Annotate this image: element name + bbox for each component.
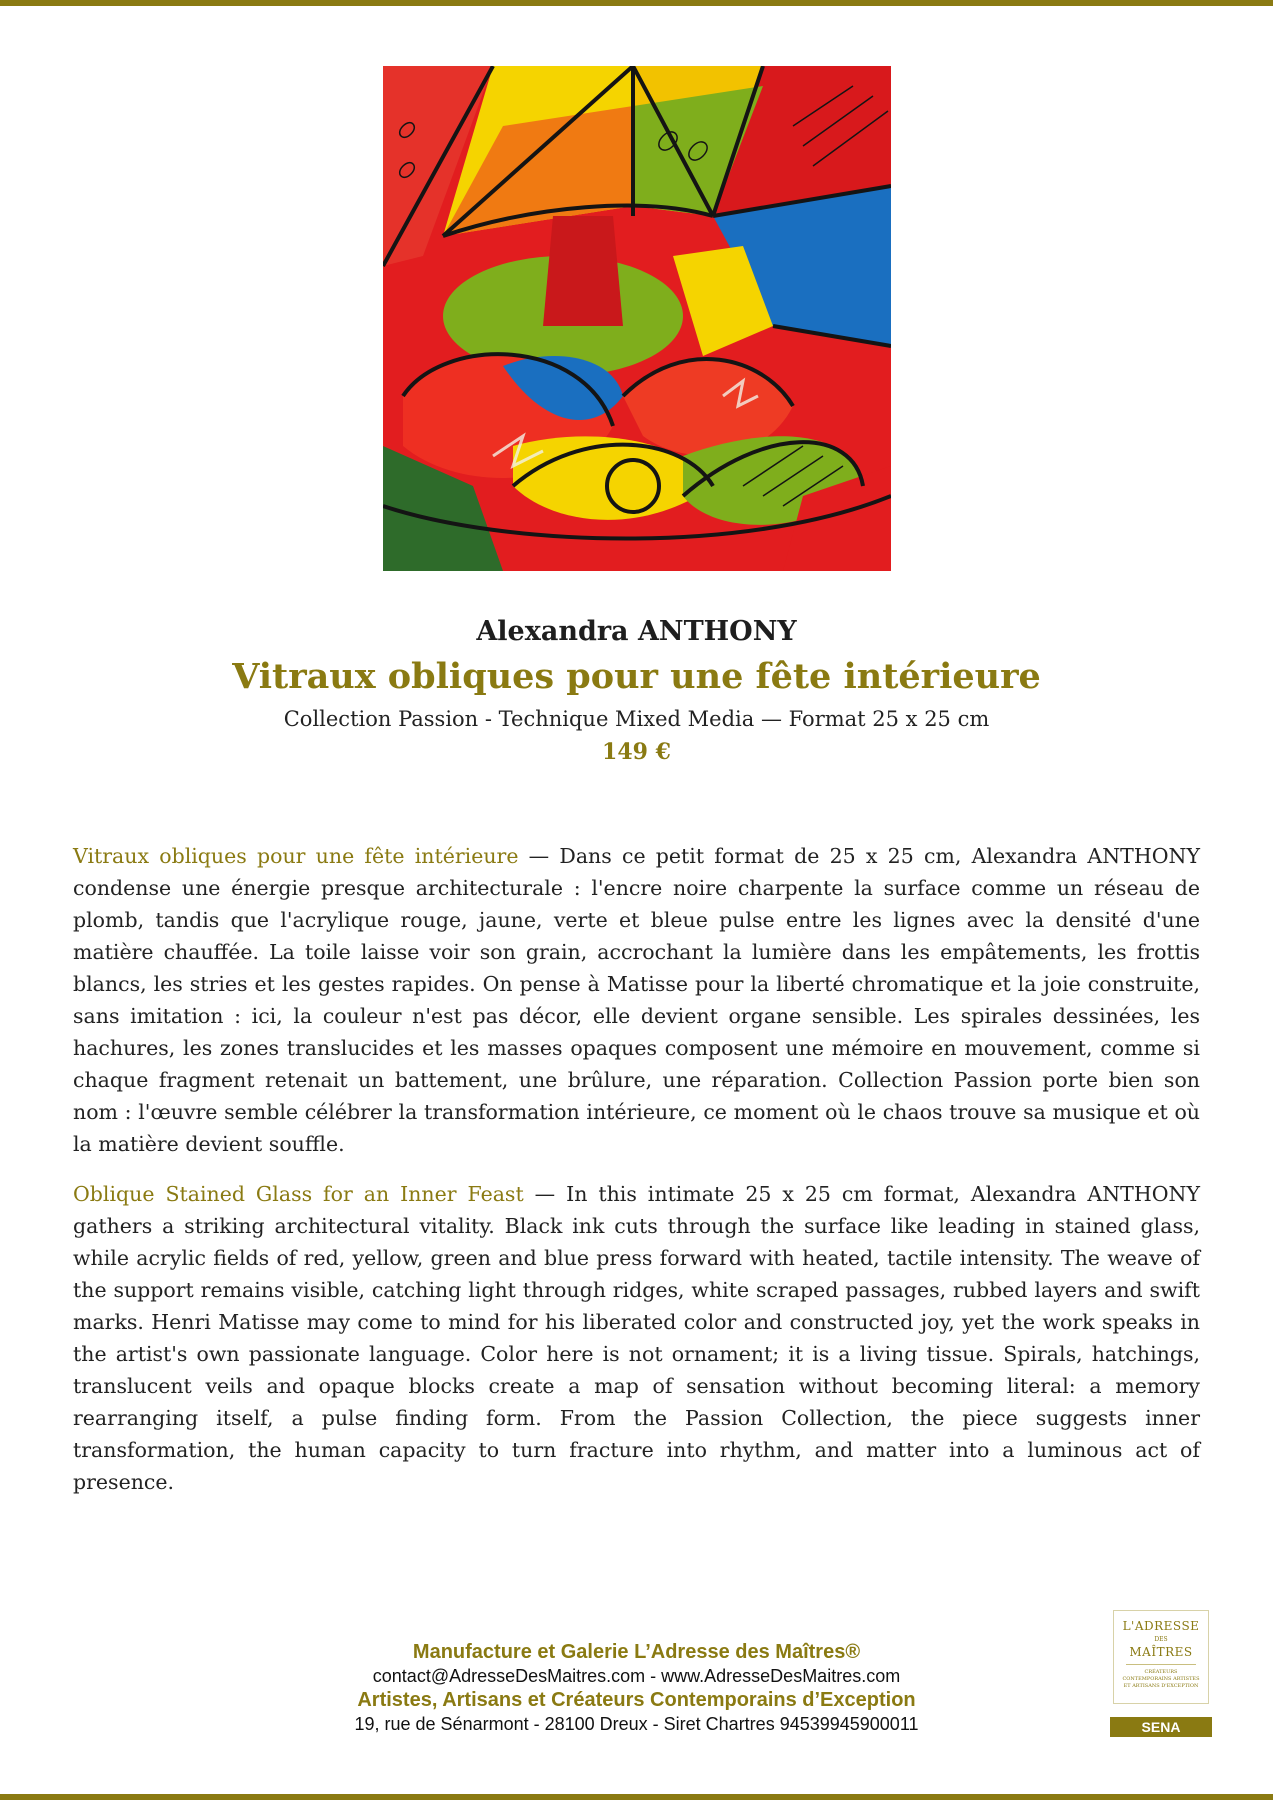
artwork-image: [383, 66, 891, 571]
logo-line-3: MAÎTRES: [1129, 1645, 1193, 1659]
artwork-title: Vitraux obliques pour une fête intérieure: [232, 656, 1041, 697]
bottom-border: [0, 1794, 1273, 1800]
description-en-lead: Oblique Stained Glass for an Inner Feast: [73, 1182, 524, 1206]
description-fr: [73, 840, 1200, 1160]
footer-contact: contact@AdresseDesMaitres.com - www.AdresseDesMaitres.com: [372, 1666, 901, 1686]
footer-company: Manufacture et Galerie L’Adresse des Maîtres®: [412, 1641, 861, 1663]
footer-address: 19, rue de Sénarmont - 28100 Dreux - Siret Chartres 94539945900011: [354, 1714, 919, 1734]
footer: [200, 1640, 1073, 1736]
top-border: [0, 0, 1273, 6]
logo-divider: [1126, 1664, 1196, 1665]
description-en-text: — In this intimate 25 x 25 cm format, Alexandra ANTHONY gathers a striking architectural vitality. Black ink cuts through the surface like leading in stained glass, while acrylic fields of red, yellow, green and blue press forward with heated, tactile intensity. The weave of the support remains visible, catching light through ridges, white scraped passages, rubbed layers and swift marks. Henri Matisse may come to mind for his liberated color and constructed joy, yet the work speaks in the artist's own passionate language. Color here is not ornament; it is a living tissue. Spirals, hatchings, translucent veils and opaque blocks create a map of sensation without becoming literal: a memory rearranging itself, a pulse finding form. From the Passion Collection, the piece suggests inner transformation, the human capacity to turn fracture into rhythm, and matter into a luminous act of presence.: [73, 1182, 1200, 1494]
logo-line-1: L'ADRESSE: [1122, 1619, 1200, 1633]
artwork-header: [0, 612, 1273, 768]
sena-badge: SENA: [1110, 1717, 1212, 1737]
artwork-details: Collection Passion - Technique Mixed Media — Format 25 x 25 cm: [283, 707, 990, 731]
gallery-logo: [1113, 1610, 1209, 1704]
artist-name: Alexandra ANTHONY: [476, 616, 797, 647]
description-fr-text: — Dans ce petit format de 25 x 25 cm, Alexandra ANTHONY condense une énergie presque architecturale : l'encre noire charpente la surface comme un réseau de plomb, tandis que l'acrylique rouge, jaune, verte et bleue pulse entre les lignes avec la densité d'une matière chauffée. La toile laisse voir son grain, accrochant la lumière dans les empâtements, les frottis blancs, les stries et les gestes rapides. On pense à Matisse pour la liberté chromatique et la joie construite, sans imitation : ici, la couleur n'est pas décor, elle devient organe sensible. Les spirales dessinées, les hachures, les zones translucides et les masses opaques composent une mémoire en mouvement, comme si chaque fragment retenait un battement, une brûlure, une réparation. Collection Passion porte bien son nom : l'œuvre semble célébrer la transformation intérieure, ce moment où le chaos trouve sa musique et où la matière devient souffle.: [73, 844, 1200, 1156]
artwork-painting: [383, 66, 891, 571]
description-en: [73, 1178, 1200, 1498]
logo-line-4: CRÉATEURS CONTEMPORAINS ARTISTES ET ARTISANS D'EXCEPTION: [1122, 1669, 1200, 1689]
description-fr-lead: Vitraux obliques pour une fête intérieure: [73, 844, 519, 868]
footer-tagline: Artistes, Artisans et Créateurs Contemporains d’Exception: [357, 1689, 916, 1711]
logo-line-2: DES: [1154, 1636, 1168, 1643]
artwork-price: 149 €: [602, 739, 671, 765]
description: [73, 840, 1200, 1516]
